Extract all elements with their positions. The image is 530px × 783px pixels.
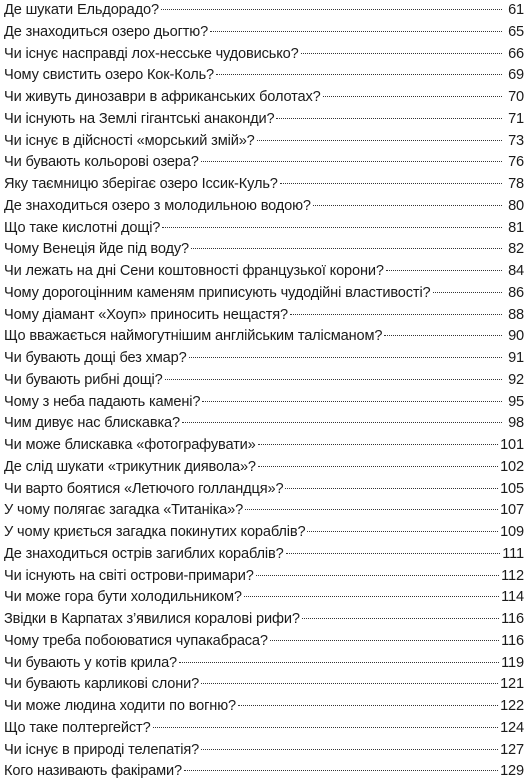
dot-leader (256, 575, 499, 576)
dot-leader (313, 205, 502, 206)
toc-entry-title: Чи бувають рибні дощі? (4, 371, 163, 388)
toc-entry-title: Чи існує в природі телепатія? (4, 741, 200, 758)
toc-entry-page-number: 124 (500, 719, 524, 736)
dot-leader (302, 618, 499, 619)
toc-entry-title: Чи може блискавка «фотографувати» (4, 437, 256, 453)
toc-entry-title: Чи бувають карликові слони? (4, 676, 200, 693)
dot-leader (258, 466, 498, 467)
toc-entry (4, 479, 524, 501)
toc-entry-title: Чи існують на світі острови-примари? (4, 567, 254, 584)
toc-entry-page-number: 121 (500, 676, 524, 693)
dot-leader (290, 314, 502, 315)
toc-entry (4, 587, 524, 609)
toc-entry (4, 239, 524, 261)
toc-entry-page-number: 84 (508, 263, 524, 279)
dot-leader (244, 596, 499, 597)
dot-leader (245, 509, 498, 510)
toc-entry-page-number: 111 (502, 545, 524, 562)
dot-leader (191, 248, 502, 249)
toc-entry-title: Де знаходиться озеро з молодильною водою? (4, 197, 311, 214)
toc-entry (4, 44, 524, 66)
toc-entry-page-number: 95 (508, 393, 524, 410)
dot-leader (280, 183, 502, 184)
toc-entry-page-number: 61 (508, 2, 524, 18)
toc-entry (4, 174, 524, 196)
dot-leader (161, 9, 502, 10)
toc-entry (4, 413, 524, 435)
dot-leader (386, 270, 502, 271)
toc-entry-page-number: 102 (500, 458, 524, 475)
dot-leader (189, 357, 502, 358)
toc-entry (4, 348, 524, 370)
dot-leader (238, 705, 498, 706)
toc-entry-page-number: 114 (501, 589, 524, 606)
toc-entry (4, 653, 524, 675)
dot-leader (184, 770, 498, 771)
dot-leader (270, 640, 499, 641)
toc-entry (4, 566, 524, 588)
dot-leader (301, 53, 502, 54)
toc-entry (4, 609, 524, 631)
toc-entry (4, 674, 524, 696)
toc-entry-title: Де знаходиться озеро дьогтю? (4, 23, 209, 40)
toc-entry (4, 370, 524, 392)
toc-entry (4, 131, 524, 153)
toc-entry (4, 740, 524, 762)
toc-entry-title: Чому треба побоюватися чупакабраса? (4, 632, 268, 649)
dot-leader (433, 292, 502, 293)
toc-entry (4, 109, 524, 131)
dot-leader (210, 31, 502, 32)
toc-entry (4, 283, 524, 305)
toc-entry-page-number: 88 (508, 306, 524, 323)
toc-entry (4, 0, 524, 22)
toc-entry-title: Чому діамант «Хоуп» приносить нещастя? (4, 306, 288, 323)
toc-entry-page-number: 101 (500, 437, 524, 453)
toc-entry-title: Звідки в Карпатах з’явилися коралові рифи? (4, 611, 300, 627)
toc-entry-page-number: 66 (508, 45, 524, 62)
dot-leader (286, 553, 501, 554)
dot-leader (285, 488, 498, 489)
toc-entry-page-number: 70 (508, 89, 524, 105)
toc-entry-page-number: 76 (508, 154, 524, 171)
toc-entry (4, 435, 524, 457)
dot-leader (258, 444, 498, 445)
toc-entry (4, 152, 524, 174)
toc-entry-page-number: 69 (508, 67, 524, 84)
toc-entry-title: Чому Венеція йде під воду? (4, 241, 189, 258)
dot-leader (307, 531, 498, 532)
toc-entry (4, 500, 524, 522)
toc-entry (4, 718, 524, 740)
toc-entry-title: Чому дорогоцінним каменям приписують чудодійні властивості? (4, 284, 431, 301)
toc-entry-title: Чи існує насправді лох-несське чудовисько? (4, 45, 299, 62)
toc-entry-page-number: 116 (501, 611, 524, 627)
toc-entry (4, 544, 524, 566)
toc-entry (4, 218, 524, 240)
dot-leader (384, 335, 502, 336)
toc-entry-title: Чому свистить озеро Кок-Коль? (4, 67, 214, 84)
toc-entry-title: Чи лежать на дні Сени коштовності французької корони? (4, 263, 384, 279)
dot-leader (216, 74, 502, 75)
toc-entry-page-number: 119 (501, 654, 524, 671)
toc-entry-page-number: 73 (508, 132, 524, 149)
dot-leader (201, 161, 502, 162)
dot-leader (165, 379, 502, 380)
toc-entry-page-number: 82 (508, 241, 524, 258)
dot-leader (201, 683, 498, 684)
toc-entry (4, 261, 524, 283)
toc-entry-title: Чим дивує нас блискавка? (4, 415, 180, 432)
toc-entry-title: У чому криється загадка покинутих кораблів? (4, 524, 306, 540)
toc-entry-title: Що таке полтергейст? (4, 719, 151, 736)
dot-leader (182, 422, 502, 423)
toc-entry-page-number: 71 (508, 110, 524, 127)
toc-entry-title: Чи бувають дощі без хмар? (4, 350, 187, 366)
toc-entry-page-number: 116 (501, 632, 524, 649)
toc-entry (4, 87, 524, 109)
toc-entry-page-number: 91 (508, 350, 524, 366)
toc-entry-page-number: 112 (501, 567, 524, 584)
toc-entry (4, 392, 524, 414)
toc-entry-title: Чому з неба падають камені? (4, 393, 201, 410)
toc-entry-page-number: 78 (508, 176, 524, 192)
toc-entry-title: У чому полягає загадка «Титаніка»? (4, 502, 244, 519)
toc-entry-title: Чи бувають кольорові озера? (4, 154, 199, 171)
toc-entry (4, 696, 524, 718)
toc-entry-page-number: 80 (508, 197, 524, 214)
toc-entry (4, 22, 524, 44)
dot-leader (179, 662, 499, 663)
dot-leader (201, 749, 498, 750)
toc-entry (4, 65, 524, 87)
toc-entry (4, 196, 524, 218)
toc-entry-page-number: 81 (508, 219, 524, 236)
dot-leader (162, 227, 502, 228)
toc-entry-page-number: 107 (500, 502, 524, 519)
toc-entry-title: Чи існує в дійсності «морський змій»? (4, 132, 255, 149)
toc-entry-page-number: 105 (500, 480, 524, 497)
toc-entry-title: Чи бувають у котів крила? (4, 654, 178, 671)
toc-entry-page-number: 86 (508, 284, 524, 301)
dot-leader (202, 401, 502, 402)
toc-entry (4, 326, 524, 348)
toc-entry-page-number: 92 (508, 371, 524, 388)
toc-entry-title: Чи може людина ходити по вогню? (4, 698, 236, 714)
toc-entry-page-number: 65 (508, 23, 524, 40)
toc-entry-page-number: 122 (500, 698, 524, 714)
toc-entry-title: Де шукати Ельдорадо? (4, 2, 159, 18)
table-of-contents (4, 0, 524, 783)
toc-entry-title: Де слід шукати «трикутник диявола»? (4, 458, 256, 475)
toc-entry-page-number: 109 (500, 524, 524, 540)
toc-entry-title: Що таке кислотні дощі? (4, 219, 161, 236)
toc-entry-title: Чи варто боятися «Летючого голландця»? (4, 480, 284, 497)
toc-entry (4, 305, 524, 327)
toc-entry (4, 631, 524, 653)
toc-entry-title: Де знаходиться острів загиблих кораблів? (4, 545, 284, 562)
toc-entry-title: Чи може гора бути холодильником? (4, 589, 242, 606)
toc-entry-title: Кого називають факірами? (4, 763, 183, 780)
toc-entry (4, 457, 524, 479)
toc-entry-title: Чи існують на Землі гігантські анаконди? (4, 110, 275, 127)
toc-entry-title: Що вважається наймогутнішим англійським талісманом? (4, 328, 383, 345)
toc-entry-page-number: 127 (500, 741, 524, 758)
toc-entry-title: Чи живуть динозаври в африканських болотах? (4, 89, 321, 105)
toc-entry-title: Яку таємницю зберігає озеро Іссик-Куль? (4, 176, 278, 192)
dot-leader (323, 96, 502, 97)
toc-entry (4, 522, 524, 544)
toc-entry-page-number: 98 (508, 415, 524, 432)
toc-entry-page-number: 90 (508, 328, 524, 345)
dot-leader (276, 118, 502, 119)
toc-entry-page-number: 129 (500, 763, 524, 780)
dot-leader (153, 727, 499, 728)
dot-leader (257, 140, 502, 141)
